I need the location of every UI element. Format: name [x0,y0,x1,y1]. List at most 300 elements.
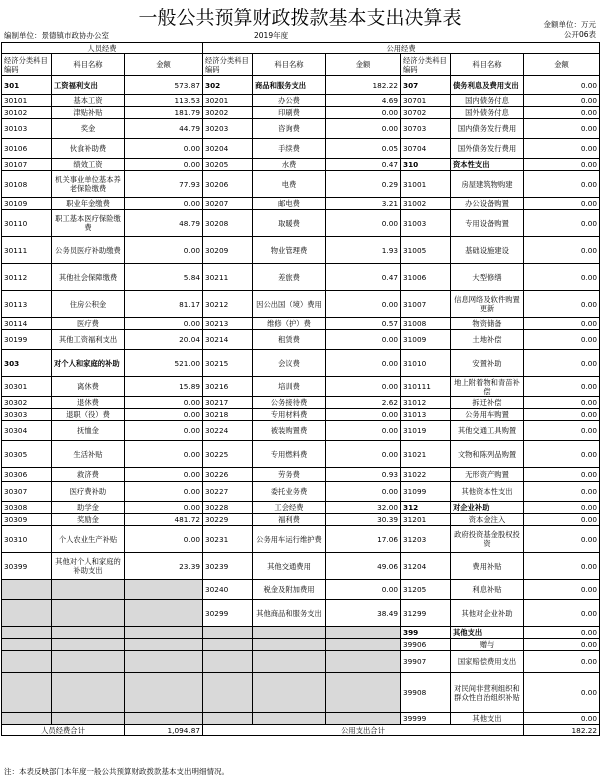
col-header-name: 科目名称 [451,54,524,76]
cell-code: 30302 [2,397,52,409]
table-row [2,409,600,421]
table-row [2,210,600,237]
cell-amount: 0.00 [524,318,600,330]
cell-name: 国家赔偿费用支出 [451,651,524,673]
cell-amount: 0.00 [524,526,600,553]
table-row [2,171,600,198]
cell-code: 31001 [401,171,451,198]
cell-code: 31003 [401,210,451,237]
cell-code: 30108 [2,171,52,198]
table-row [2,159,600,171]
cell-code: 30229 [203,514,253,526]
table-row [2,651,600,673]
cell-code: 30102 [2,107,52,119]
cell-name: 培训费 [253,377,326,397]
table-row [2,95,600,107]
table-body [2,76,600,725]
cell-name: 因公出国（境）费用 [253,291,326,318]
cell-code: 30107 [2,159,52,171]
cell-code: 30304 [2,421,52,441]
cell-name: 职工基本医疗保险缴费 [52,210,125,237]
cell-name: 被装购置费 [253,421,326,441]
table-row [2,526,600,553]
cell-amount: 0.00 [524,107,600,119]
cell-amount: 3.21 [326,198,401,210]
cell-code: 31005 [401,237,451,264]
cell-name: 信息网络及软件购置更新 [451,291,524,318]
empty-cell [125,651,203,673]
cell-amount: 0.00 [524,330,600,350]
public-header: 公用经费 [203,43,600,54]
cell-name: 咨询费 [253,119,326,139]
empty-cell [326,673,401,713]
public-total-label: 公用支出合计 [203,725,524,736]
cell-name: 土地补偿 [451,330,524,350]
cell-amount: 0.00 [326,119,401,139]
cell-name: 对民间非营利组织和群众性自治组织补贴 [451,673,524,713]
cell-code: 301 [2,76,52,95]
unit-info [544,20,597,40]
empty-cell [125,713,203,725]
cell-amount: 0.00 [326,421,401,441]
cell-amount: 0.00 [524,600,600,627]
table-row [2,421,600,441]
cell-amount: 0.00 [326,210,401,237]
cell-name: 资本性支出 [451,159,524,171]
cell-amount: 0.00 [524,291,600,318]
cell-code: 30309 [2,514,52,526]
table-row [2,350,600,377]
cell-amount: 0.47 [326,264,401,291]
cell-code: 30239 [203,553,253,580]
cell-name: 印刷费 [253,107,326,119]
cell-amount: 0.00 [524,119,600,139]
cell-code: 31021 [401,441,451,468]
cell-amount: 0.00 [524,350,600,377]
table-row [2,119,600,139]
cell-name: 其他商品和服务支出 [253,600,326,627]
cell-code: 312 [401,502,451,514]
cell-code: 31002 [401,198,451,210]
empty-cell [326,639,401,651]
cell-code: 31099 [401,482,451,502]
cell-name: 职业年金缴费 [52,198,125,210]
cell-code: 30217 [203,397,253,409]
cell-name: 其他对企业补助 [451,600,524,627]
table-row [2,639,600,651]
cell-code: 30111 [2,237,52,264]
col-header-name: 科目名称 [52,54,125,76]
col-header-amount: 金额 [125,54,203,76]
personnel-header: 人员经费 [2,43,203,54]
cell-amount: 48.79 [125,210,203,237]
empty-cell [2,673,52,713]
cell-code: 30231 [203,526,253,553]
empty-cell [2,713,52,725]
cell-code: 302 [203,76,253,95]
cell-name: 拆迁补偿 [451,397,524,409]
cell-name: 绩效工资 [52,159,125,171]
personnel-total-label: 人员经费合计 [2,725,125,736]
cell-amount: 23.39 [125,553,203,580]
cell-name: 对企业补助 [451,502,524,514]
cell-name: 公务用车运行维护费 [253,526,326,553]
table-row [2,139,600,159]
table-row [2,482,600,502]
cell-code: 30308 [2,502,52,514]
cell-name: 基础设施建设 [451,237,524,264]
cell-amount: 0.00 [326,291,401,318]
cell-name: 利息补贴 [451,580,524,600]
empty-cell [52,673,125,713]
table-row [2,468,600,482]
cell-amount: 181.79 [125,107,203,119]
cell-name: 公务员医疗补助缴费 [52,237,125,264]
cell-code: 307 [401,76,451,95]
cell-amount: 0.00 [524,237,600,264]
empty-cell [2,600,52,627]
cell-name: 无形资产购置 [451,468,524,482]
cell-name: 政府投资基金股权投资 [451,526,524,553]
cell-amount: 0.00 [524,651,600,673]
empty-cell [253,651,326,673]
cell-name: 抚恤金 [52,421,125,441]
cell-name: 办公费 [253,95,326,107]
cell-name: 对个人和家庭的补助 [52,350,125,377]
cell-name: 工会经费 [253,502,326,514]
cell-amount: 49.06 [326,553,401,580]
cell-amount: 0.47 [326,159,401,171]
empty-cell [52,627,125,639]
cell-amount: 0.00 [524,210,600,237]
cell-code: 30299 [203,600,253,627]
cell-code: 30704 [401,139,451,159]
expenditure-table [1,42,600,736]
table-row [2,318,600,330]
table-row [2,264,600,291]
cell-name: 债务利息及费用支出 [451,76,524,95]
table-row [2,441,600,468]
cell-code: 30218 [203,409,253,421]
table-row [2,377,600,397]
cell-amount: 0.00 [524,553,600,580]
cell-amount: 0.57 [326,318,401,330]
cell-name: 救济费 [52,468,125,482]
table-row [2,330,600,350]
unit-label: 金额单位：万元 [543,20,596,29]
col-header-amount: 金额 [326,54,401,76]
cell-name: 劳务费 [253,468,326,482]
cell-name: 水费 [253,159,326,171]
cell-name: 其他支出 [451,627,524,639]
empty-cell [326,627,401,639]
cell-name: 奖励金 [52,514,125,526]
empty-cell [2,580,52,600]
cell-name: 地上附着物和青苗补偿 [451,377,524,397]
footnote: 注：本表反映部门本年度一般公共预算财政拨款基本支出明细情况。 [4,767,229,776]
cell-amount: 0.00 [125,139,203,159]
empty-cell [203,639,253,651]
table-row [2,397,600,409]
cell-code: 31203 [401,526,451,553]
cell-code: 31007 [401,291,451,318]
cell-name: 伙食补助费 [52,139,125,159]
cell-code: 30306 [2,468,52,482]
table-row [2,107,600,119]
table-row [2,514,600,526]
cell-code: 30226 [203,468,253,482]
cell-name: 赠与 [451,639,524,651]
cell-code: 30112 [2,264,52,291]
empty-cell [125,627,203,639]
empty-cell [52,651,125,673]
cell-name: 公务用车购置 [451,409,524,421]
col-header-code: 经济分类科目编码 [2,54,52,76]
cell-name: 邮电费 [253,198,326,210]
cell-amount: 0.93 [326,468,401,482]
cell-name: 手续费 [253,139,326,159]
cell-amount: 0.00 [326,409,401,421]
cell-name: 福利费 [253,514,326,526]
empty-cell [253,713,326,725]
empty-cell [203,627,253,639]
cell-code: 30399 [2,553,52,580]
cell-amount: 0.00 [524,713,600,725]
cell-amount: 1.93 [326,237,401,264]
cell-code: 310111 [401,377,451,397]
table-row [2,76,600,95]
cell-name: 国内债务付息 [451,95,524,107]
cell-code: 31012 [401,397,451,409]
cell-amount: 0.00 [125,397,203,409]
cell-name: 房屋建筑物购建 [451,171,524,198]
table-row [2,600,600,627]
empty-cell [253,639,326,651]
cell-code: 30703 [401,119,451,139]
col-header-code: 经济分类科目编码 [203,54,253,76]
cell-amount: 0.00 [326,580,401,600]
cell-amount: 0.00 [524,397,600,409]
cell-amount: 0.00 [524,264,600,291]
cell-amount: 0.00 [524,409,600,421]
cell-code: 30225 [203,441,253,468]
cell-name: 维修（护）费 [253,318,326,330]
cell-amount: 0.00 [326,441,401,468]
cell-amount: 0.00 [524,441,600,468]
cell-code: 30205 [203,159,253,171]
cell-code: 30303 [2,409,52,421]
cell-name: 津贴补贴 [52,107,125,119]
cell-code: 399 [401,627,451,639]
cell-amount: 521.00 [125,350,203,377]
personnel-total-value: 1,094.87 [125,725,203,736]
cell-amount: 182.22 [326,76,401,95]
cell-name: 医疗费补助 [52,482,125,502]
cell-amount: 0.00 [125,318,203,330]
cell-code: 31201 [401,514,451,526]
cell-amount: 0.00 [125,198,203,210]
cell-amount: 0.00 [326,107,401,119]
table-row [2,627,600,639]
cell-code: 31013 [401,409,451,421]
cell-name: 个人农业生产补贴 [52,526,125,553]
cell-name: 文物和陈列品购置 [451,441,524,468]
cell-name: 工资福利支出 [52,76,125,95]
cell-name: 专用燃料费 [253,441,326,468]
cell-amount: 573.87 [125,76,203,95]
cell-name: 公务接待费 [253,397,326,409]
cell-name: 办公设备购置 [451,198,524,210]
cell-name: 专用材料费 [253,409,326,421]
cell-amount: 0.00 [125,441,203,468]
cell-amount: 0.00 [326,350,401,377]
cell-name: 税金及附加费用 [253,580,326,600]
cell-amount: 44.79 [125,119,203,139]
cell-amount: 0.00 [125,482,203,502]
cell-amount: 113.53 [125,95,203,107]
cell-amount: 0.00 [524,171,600,198]
cell-code: 31010 [401,350,451,377]
cell-amount: 0.00 [524,639,600,651]
cell-amount: 0.00 [125,421,203,441]
cell-code: 30215 [203,350,253,377]
cell-code: 31009 [401,330,451,350]
cell-code: 31205 [401,580,451,600]
empty-cell [2,627,52,639]
cell-amount: 0.00 [125,526,203,553]
cell-amount: 0.00 [524,482,600,502]
cell-code: 30204 [203,139,253,159]
cell-name: 其他资本性支出 [451,482,524,502]
cell-amount: 0.00 [125,468,203,482]
cell-name: 其他对个人和家庭的补助支出 [52,553,125,580]
cell-code: 31299 [401,600,451,627]
cell-amount: 0.00 [125,237,203,264]
cell-name: 离休费 [52,377,125,397]
cell-amount: 77.93 [125,171,203,198]
cell-amount: 15.89 [125,377,203,397]
cell-code: 30206 [203,171,253,198]
cell-code: 30301 [2,377,52,397]
empty-cell [52,713,125,725]
cell-code: 30207 [203,198,253,210]
cell-code: 30216 [203,377,253,397]
cell-code: 30101 [2,95,52,107]
cell-code: 30103 [2,119,52,139]
cell-code: 30114 [2,318,52,330]
cell-name: 国外债务发行费用 [451,139,524,159]
cell-name: 会议费 [253,350,326,377]
cell-name: 商品和服务支出 [253,76,326,95]
cell-amount: 0.00 [125,159,203,171]
cell-amount: 0.00 [524,377,600,397]
cell-code: 30213 [203,318,253,330]
table-row [2,673,600,713]
cell-code: 30202 [203,107,253,119]
cell-code: 30106 [2,139,52,159]
cell-amount: 0.00 [524,673,600,713]
cell-amount: 17.06 [326,526,401,553]
cell-code: 30214 [203,330,253,350]
cell-amount: 2.62 [326,397,401,409]
cell-amount: 0.00 [524,627,600,639]
col-header-amount: 金额 [524,54,600,76]
cell-code: 30224 [203,421,253,441]
cell-code: 30702 [401,107,451,119]
cell-name: 机关事业单位基本养老保险缴费 [52,171,125,198]
cell-code: 30109 [2,198,52,210]
cell-name: 委托业务费 [253,482,326,502]
cell-code: 30307 [2,482,52,502]
table-row [2,580,600,600]
cell-code: 30240 [203,580,253,600]
table-row [2,291,600,318]
cell-name: 资本金注入 [451,514,524,526]
cell-name: 其他工资福利支出 [52,330,125,350]
cell-amount: 30.39 [326,514,401,526]
table-row [2,553,600,580]
cell-amount: 0.05 [326,139,401,159]
cell-amount: 32.00 [326,502,401,514]
year-label: 2019年度 [254,31,289,40]
cell-code: 30305 [2,441,52,468]
empty-cell [326,713,401,725]
cell-amount: 0.00 [524,95,600,107]
cell-amount: 0.00 [326,377,401,397]
org-label: 编制单位：景德镇市政协办公室 [4,31,109,40]
table-row [2,502,600,514]
cell-name: 生活补贴 [52,441,125,468]
cell-amount: 0.00 [125,502,203,514]
cell-amount: 0.00 [326,482,401,502]
cell-name: 医疗费 [52,318,125,330]
cell-code: 30228 [203,502,253,514]
col-header-code: 经济分类科目编码 [401,54,451,76]
empty-cell [52,580,125,600]
cell-code: 30199 [2,330,52,350]
empty-cell [253,673,326,713]
cell-name: 物业管理费 [253,237,326,264]
cell-code: 30211 [203,264,253,291]
cell-amount: 0.00 [524,159,600,171]
table-row [2,198,600,210]
table-row [2,237,600,264]
cell-amount: 0.00 [524,468,600,482]
cell-code: 303 [2,350,52,377]
cell-name: 物资储备 [451,318,524,330]
cell-amount: 0.00 [524,76,600,95]
cell-name: 国外债务付息 [451,107,524,119]
cell-name: 其他交通工具购置 [451,421,524,441]
empty-cell [52,639,125,651]
cell-name: 费用补贴 [451,553,524,580]
cell-code: 30201 [203,95,253,107]
cell-amount: 0.00 [524,580,600,600]
cell-code: 310 [401,159,451,171]
empty-cell [125,600,203,627]
cell-code: 30203 [203,119,253,139]
cell-code: 30208 [203,210,253,237]
cell-name: 专用设备购置 [451,210,524,237]
cell-code: 30310 [2,526,52,553]
empty-cell [2,639,52,651]
cell-code: 39906 [401,639,451,651]
cell-amount: 0.00 [326,330,401,350]
empty-cell [125,639,203,651]
cell-code: 31019 [401,421,451,441]
cell-name: 大型修缮 [451,264,524,291]
cell-name: 退休费 [52,397,125,409]
